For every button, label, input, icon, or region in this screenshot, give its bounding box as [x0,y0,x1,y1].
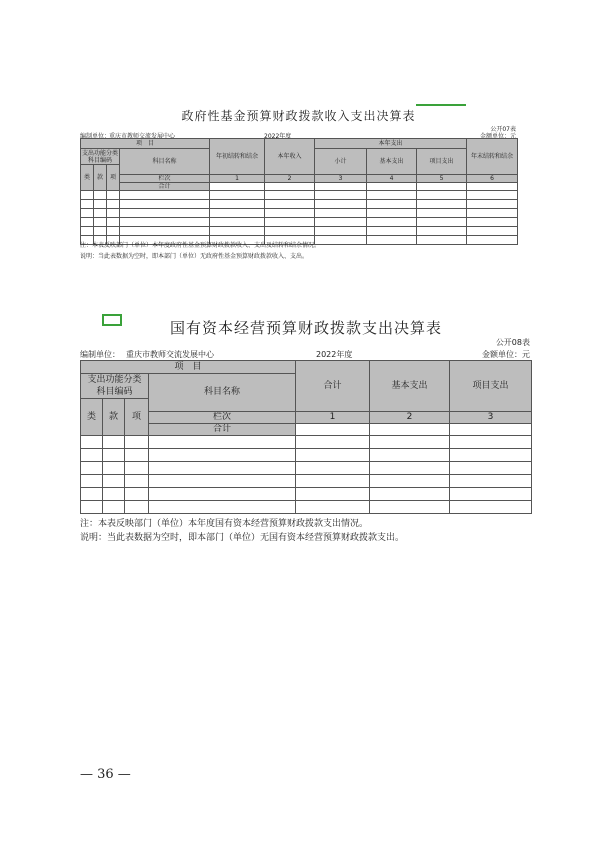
table1-currency: 金额单位：元 [479,133,516,140]
t2-kuan: 款 [103,399,125,436]
table2-unit-label: 编制单位： [80,350,120,359]
t2-proj-header: 项目支出 [450,361,532,412]
t1-proj-header: 项目支出 [417,149,467,175]
table-row [81,191,518,200]
table2-explain: 说明：当此表数据为空时，即本部门（单位）无国有资本经营预算财政拨款支出。 [80,533,405,543]
table-row [81,488,532,501]
t1-col-3: 3 [315,175,367,183]
table1-title: 政府性基金预算财政拨款收入支出决算表 [181,109,416,123]
t2-func-code-line2: 科目编码 [96,387,133,397]
table2-year: 2022年度 [316,350,353,359]
table-row [81,475,532,488]
t2-project-header: 项 目 [81,361,296,374]
t2-subject-header: 科目名称 [149,374,296,412]
t1-subject-header: 科目名称 [120,149,210,175]
t1-subtotal-header: 小计 [315,149,367,175]
green-mark [416,104,466,106]
table2-note: 注：本表反映部门（单位）本年度国有资本经营预算财政拨款支出情况。 [80,519,369,529]
t1-col-4: 4 [367,175,417,183]
table-row [81,449,532,462]
table-row [81,218,518,227]
table1-explain: 说明：当此表数据为空时，即本部门（单位）无政府性基金预算财政拨款收入、支出。 [80,253,309,260]
t1-income-header: 本年收入 [265,139,315,175]
t1-end-header: 年末结转和结余 [467,139,518,175]
t2-col-1: 1 [296,412,370,424]
table1-code: 公开07表 [490,126,516,133]
t1-expense-header: 本年支出 [315,139,467,149]
table2-unit: 重庆市教师交流发展中心 [126,350,214,359]
table1 [80,138,518,245]
t2-basic-header: 基本支出 [370,361,450,412]
t2-total: 合计 [149,424,296,436]
t2-total-col-header: 合计 [296,361,370,412]
table2-code: 公开08表 [495,338,530,347]
table-row [81,501,532,514]
table2-title: 国有资本经营预算财政拨款支出决算表 [169,319,442,337]
table-row [81,462,532,475]
t1-project-header: 项 目 [81,139,210,149]
t1-lei: 类 [81,165,94,191]
table-row [81,209,518,218]
page-number: — 36 — [80,767,131,782]
table1-unit-label: 编制单位： [80,133,111,140]
t1-col-2: 2 [265,175,315,183]
t1-func-code-header: 支出功能分类科目编码 [81,149,118,164]
table1-note: 注：本表反映部门（单位）本年度政府性基金预算财政拨款收入、支出及结转和结余情况。 [80,242,321,249]
t1-basic-header: 基本支出 [367,149,417,175]
t1-begin-header: 年初结转和结余 [210,139,265,175]
t2-lanci: 栏次 [149,412,296,424]
t1-kuan: 款 [94,165,107,191]
table2 [80,360,532,514]
t2-lei: 类 [81,399,103,436]
t1-col-6: 6 [467,175,518,183]
table-row [81,200,518,209]
t2-col-3: 3 [450,412,532,424]
table1-unit: 重庆市教师交流发展中心 [109,133,176,140]
t1-lanci: 栏次 [120,175,210,183]
t2-col-2: 2 [370,412,450,424]
t1-col-5: 5 [417,175,467,183]
t1-col-1: 1 [210,175,265,183]
table-row [81,227,518,236]
t1-total: 合计 [120,183,210,191]
t2-func-code-line1: 支出功能分类 [87,375,142,385]
table-row [81,436,532,449]
t1-xiang: 项 [107,165,120,191]
table2-currency: 金额单位：元 [482,350,530,359]
t2-xiang: 项 [125,399,149,436]
table1-year: 2022年度 [264,133,292,140]
